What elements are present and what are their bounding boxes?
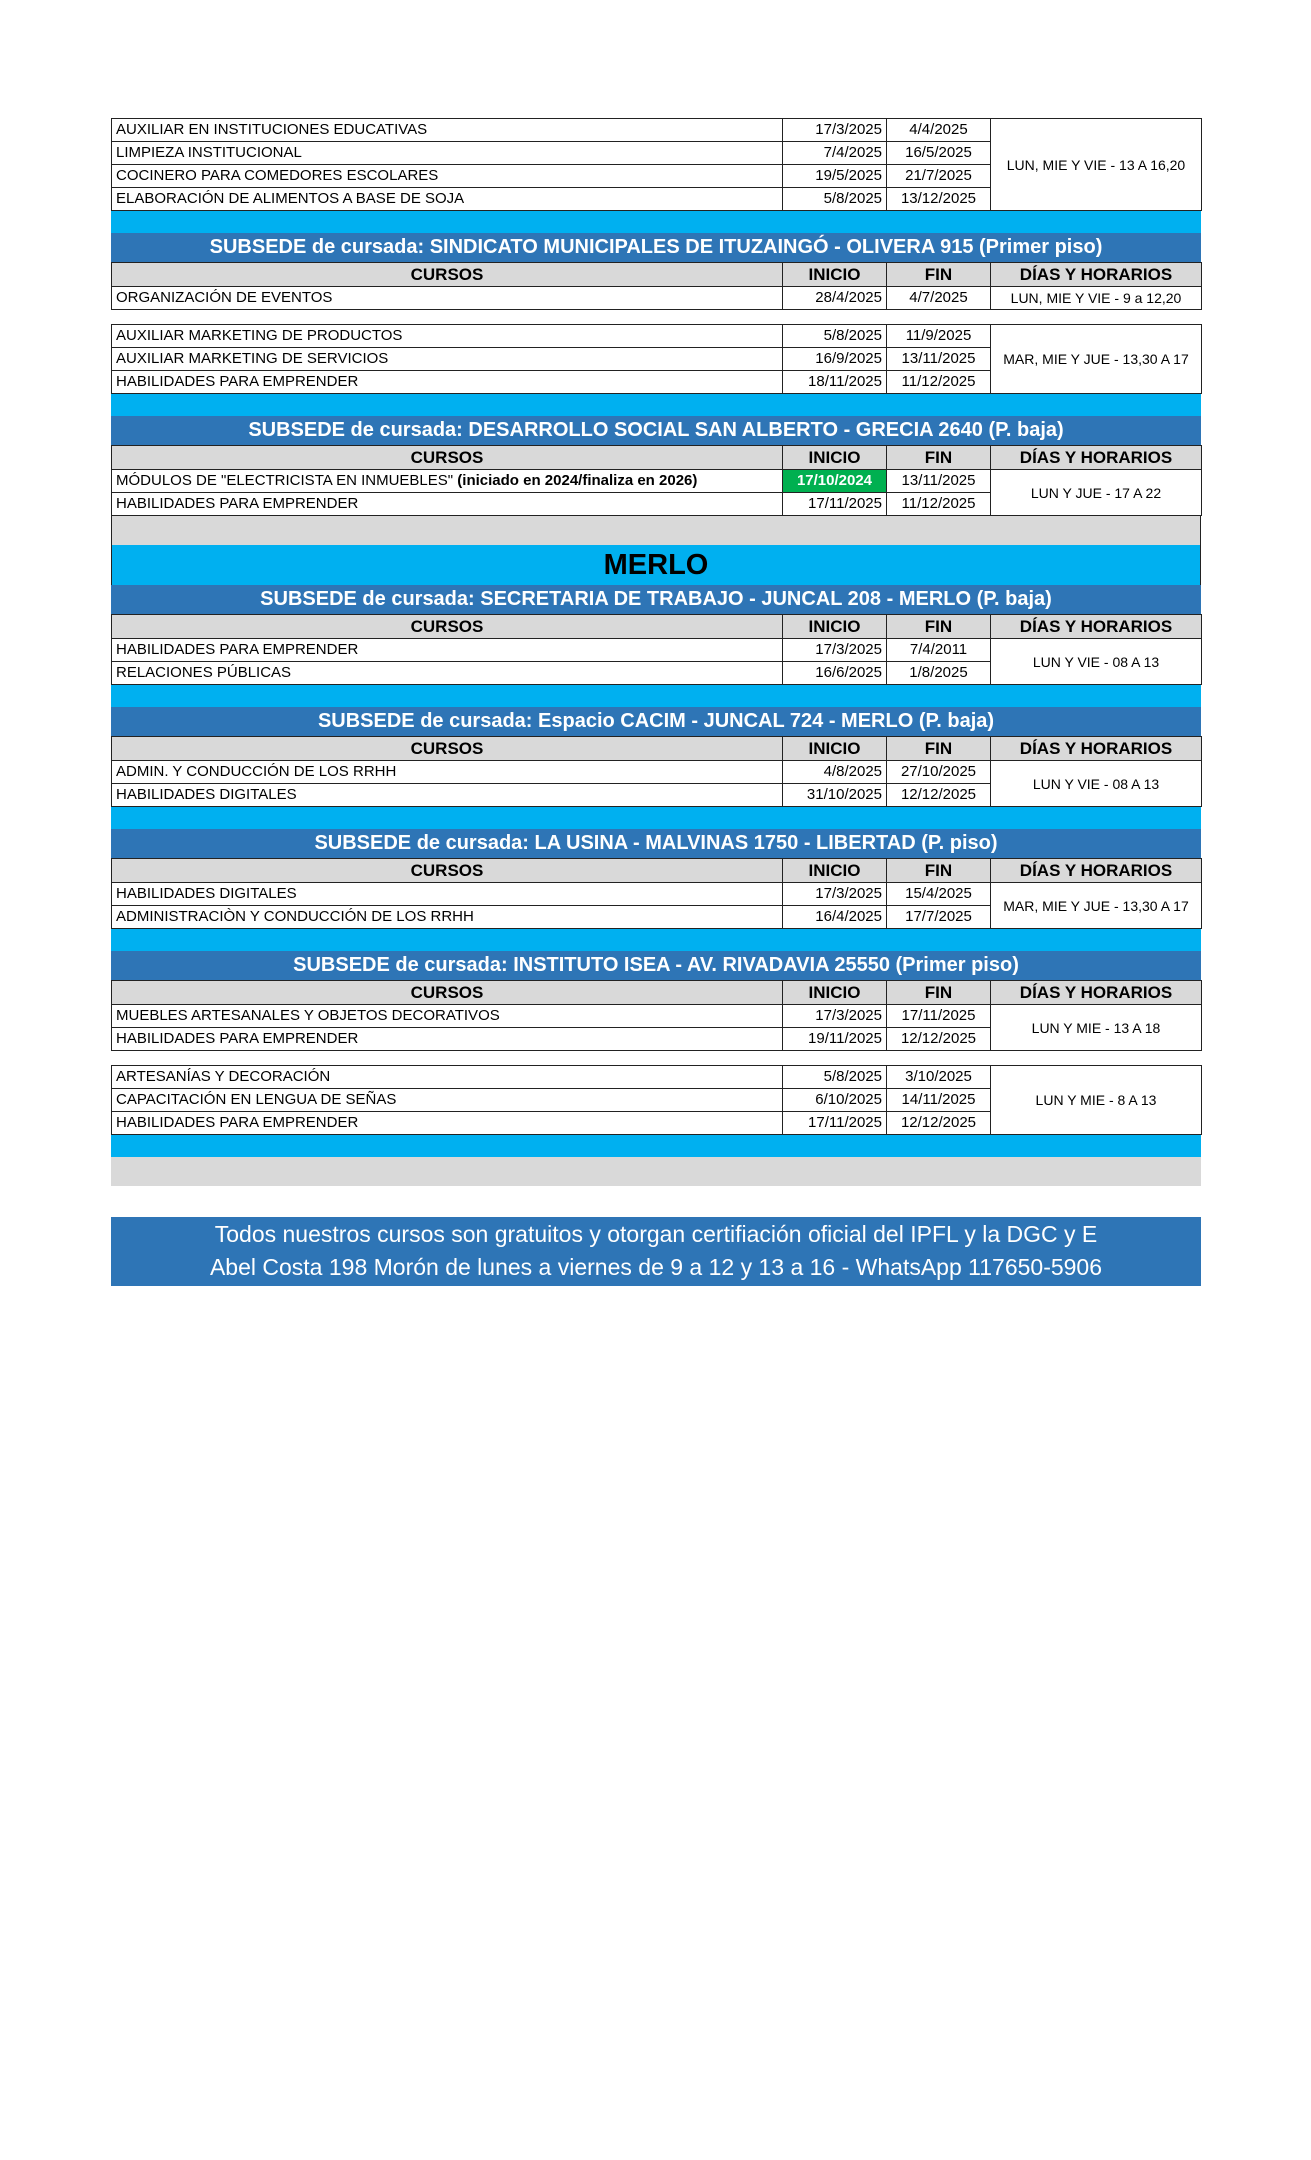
separator-bar [111, 211, 1201, 233]
start-date: 17/3/2025 [783, 639, 887, 662]
course-note: (iniciado en 2024/finaliza en 2026) [457, 472, 698, 489]
end-date: 4/7/2025 [887, 287, 991, 310]
start-date: 16/9/2025 [783, 348, 887, 371]
footer-line-1: Todos nuestros cursos son gratuitos y otorgan certifiación oficial del IPFL y la DGC y E [214, 1221, 1098, 1247]
schedule-cell: MAR, MIE Y JUE - 13,30 A 17 [991, 325, 1202, 394]
end-date: 11/12/2025 [887, 493, 991, 516]
end-date: 13/11/2025 [887, 470, 991, 493]
spacer [111, 310, 1201, 324]
end-date: 11/12/2025 [887, 371, 991, 394]
start-date: 17/11/2025 [783, 493, 887, 516]
course-name-text: MÓDULOS DE "ELECTRICISTA EN INMUEBLES" [116, 472, 458, 489]
header-fin: FIN [887, 615, 991, 639]
end-date: 7/4/2011 [887, 639, 991, 662]
separator-bar [111, 394, 1201, 416]
start-date: 4/8/2025 [783, 761, 887, 784]
schedule-cell: LUN Y MIE - 13 A 18 [991, 1005, 1202, 1051]
header-dias: DÍAS Y HORARIOS [991, 615, 1202, 639]
end-date: 17/11/2025 [887, 1005, 991, 1028]
course-name: HABILIDADES PARA EMPRENDER [112, 371, 783, 394]
header-row [112, 981, 1202, 1005]
sindicato-table-2 [111, 324, 1202, 394]
course-name: RELACIONES PÚBLICAS [112, 662, 783, 685]
course-name: HABILIDADES PARA EMPRENDER [112, 1028, 783, 1051]
start-date: 17/3/2025 [783, 883, 887, 906]
subsede-title: SUBSEDE de cursada: LA USINA - MALVINAS 1750 - LIBERTAD (P. piso) [111, 829, 1201, 858]
start-date: 19/11/2025 [783, 1028, 887, 1051]
spacer [111, 1051, 1201, 1065]
header-row [112, 737, 1202, 761]
header-fin: FIN [887, 981, 991, 1005]
header-fin: FIN [887, 446, 991, 470]
schedule-cell: LUN Y VIE - 08 A 13 [991, 761, 1202, 807]
course-name: HABILIDADES DIGITALES [112, 784, 783, 807]
course-name: HABILIDADES PARA EMPRENDER [112, 1112, 783, 1135]
header-dias: DÍAS Y HORARIOS [991, 859, 1202, 883]
course-schedule-sheet [111, 118, 1201, 1186]
end-date: 12/12/2025 [887, 1028, 991, 1051]
course-name: HABILIDADES PARA EMPRENDER [112, 493, 783, 516]
start-date: 17/3/2025 [783, 1005, 887, 1028]
header-row [112, 859, 1202, 883]
header-dias: DÍAS Y HORARIOS [991, 446, 1202, 470]
cacim-table [111, 736, 1202, 807]
header-row [112, 446, 1202, 470]
course-name: ADMINISTRACIÒN Y CONDUCCIÓN DE LOS RRHH [112, 906, 783, 929]
secretaria-table [111, 614, 1202, 685]
table-row [112, 325, 1202, 348]
end-date: 27/10/2025 [887, 761, 991, 784]
end-date: 12/12/2025 [887, 1112, 991, 1135]
end-date: 11/9/2025 [887, 325, 991, 348]
header-inicio: INICIO [783, 859, 887, 883]
start-date: 7/4/2025 [783, 142, 887, 165]
header-dias: DÍAS Y HORARIOS [991, 263, 1202, 287]
course-name: AUXILIAR MARKETING DE PRODUCTOS [112, 325, 783, 348]
end-date: 15/4/2025 [887, 883, 991, 906]
start-date: 31/10/2025 [783, 784, 887, 807]
sanalberto-table [111, 445, 1202, 516]
table-row [112, 1005, 1202, 1028]
subsede-title: SUBSEDE de cursada: INSTITUTO ISEA - AV. RIVADAVIA 25550 (Primer piso) [111, 951, 1201, 980]
end-date: 4/4/2025 [887, 119, 991, 142]
start-date: 16/4/2025 [783, 906, 887, 929]
table-row [112, 883, 1202, 906]
header-inicio: INICIO [783, 981, 887, 1005]
course-name: CAPACITACIÓN EN LENGUA DE SEÑAS [112, 1089, 783, 1112]
course-name [112, 470, 783, 493]
schedule-cell: LUN Y MIE - 8 A 13 [991, 1066, 1202, 1135]
header-row [112, 615, 1202, 639]
header-cursos: CURSOS [112, 263, 783, 287]
schedule-cell: MAR, MIE Y JUE - 13,30 A 17 [991, 883, 1202, 929]
header-inicio: INICIO [783, 446, 887, 470]
course-name: ADMIN. Y CONDUCCIÓN DE LOS RRHH [112, 761, 783, 784]
header-cursos: CURSOS [112, 446, 783, 470]
course-name: HABILIDADES DIGITALES [112, 883, 783, 906]
isea-table [111, 980, 1202, 1051]
start-date: 5/8/2025 [783, 1066, 887, 1089]
separator-bar-gray [111, 1157, 1201, 1186]
separator-bar [111, 685, 1201, 707]
header-cursos: CURSOS [112, 859, 783, 883]
start-date-highlighted: 17/10/2024 [783, 470, 887, 493]
subsede-title: SUBSEDE de cursada: SECRETARIA DE TRABAJO - JUNCAL 208 - MERLO (P. baja) [111, 585, 1201, 614]
end-date: 12/12/2025 [887, 784, 991, 807]
separator-bar [111, 929, 1201, 951]
header-cursos: CURSOS [112, 615, 783, 639]
end-date: 21/7/2025 [887, 165, 991, 188]
end-date: 17/7/2025 [887, 906, 991, 929]
table-row [112, 761, 1202, 784]
header-fin: FIN [887, 859, 991, 883]
start-date: 17/11/2025 [783, 1112, 887, 1135]
table-row [112, 639, 1202, 662]
subsede-title: SUBSEDE de cursada: DESARROLLO SOCIAL SAN ALBERTO - GRECIA 2640 (P. baja) [111, 416, 1201, 445]
subsede-title: SUBSEDE de cursada: SINDICATO MUNICIPALES DE ITUZAINGÓ - OLIVERA 915 (Primer piso) [111, 233, 1201, 262]
header-dias: DÍAS Y HORARIOS [991, 981, 1202, 1005]
separator-bar [111, 807, 1201, 829]
table-row [112, 470, 1202, 493]
start-date: 5/8/2025 [783, 325, 887, 348]
course-name: LIMPIEZA INSTITUCIONAL [112, 142, 783, 165]
schedule-cell: LUN Y JUE - 17 A 22 [991, 470, 1202, 516]
subsede-title: SUBSEDE de cursada: Espacio CACIM - JUNCAL 724 - MERLO (P. baja) [111, 707, 1201, 736]
header-inicio: INICIO [783, 263, 887, 287]
course-name: ORGANIZACIÓN DE EVENTOS [112, 287, 783, 310]
start-date: 5/8/2025 [783, 188, 887, 211]
schedule-cell: LUN, MIE Y VIE - 9 a 12,20 [991, 287, 1202, 310]
course-name: ARTESANÍAS Y DECORACIÓN [112, 1066, 783, 1089]
end-date: 16/5/2025 [887, 142, 991, 165]
schedule-cell: LUN Y VIE - 08 A 13 [991, 639, 1202, 685]
header-inicio: INICIO [783, 615, 887, 639]
end-date: 13/11/2025 [887, 348, 991, 371]
header-row [112, 263, 1202, 287]
region-title: MERLO [111, 545, 1201, 585]
start-date: 19/5/2025 [783, 165, 887, 188]
separator-bar-gray [111, 516, 1201, 545]
sindicato-table [111, 262, 1202, 310]
header-cursos: CURSOS [112, 981, 783, 1005]
start-date: 16/6/2025 [783, 662, 887, 685]
course-name: AUXILIAR EN INSTITUCIONES EDUCATIVAS [112, 119, 783, 142]
schedule-cell: LUN, MIE Y VIE - 13 A 16,20 [991, 119, 1202, 211]
end-date: 3/10/2025 [887, 1066, 991, 1089]
course-name: HABILIDADES PARA EMPRENDER [112, 639, 783, 662]
footer-line-2: Abel Costa 198 Morón de lunes a viernes de 9 a 12 y 13 a 16 - WhatsApp 117650-5906 [209, 1254, 1103, 1280]
header-fin: FIN [887, 263, 991, 287]
separator-bar [111, 1135, 1201, 1157]
header-dias: DÍAS Y HORARIOS [991, 737, 1202, 761]
table-row [112, 1066, 1202, 1089]
course-name: MUEBLES ARTESANALES Y OBJETOS DECORATIVOS [112, 1005, 783, 1028]
end-date: 1/8/2025 [887, 662, 991, 685]
start-date: 18/11/2025 [783, 371, 887, 394]
end-date: 13/12/2025 [887, 188, 991, 211]
start-date: 28/4/2025 [783, 287, 887, 310]
course-name: ELABORACIÓN DE ALIMENTOS A BASE DE SOJA [112, 188, 783, 211]
header-cursos: CURSOS [112, 737, 783, 761]
table-row [112, 119, 1202, 142]
table-row [112, 287, 1202, 310]
start-date: 17/3/2025 [783, 119, 887, 142]
isea-table-2 [111, 1065, 1202, 1135]
start-date: 6/10/2025 [783, 1089, 887, 1112]
course-name: AUXILIAR MARKETING DE SERVICIOS [112, 348, 783, 371]
end-date: 14/11/2025 [887, 1089, 991, 1112]
header-inicio: INICIO [783, 737, 887, 761]
footer-banner [111, 1217, 1201, 1286]
header-fin: FIN [887, 737, 991, 761]
usina-table [111, 858, 1202, 929]
course-name: COCINERO PARA COMEDORES ESCOLARES [112, 165, 783, 188]
block1-table [111, 118, 1202, 211]
